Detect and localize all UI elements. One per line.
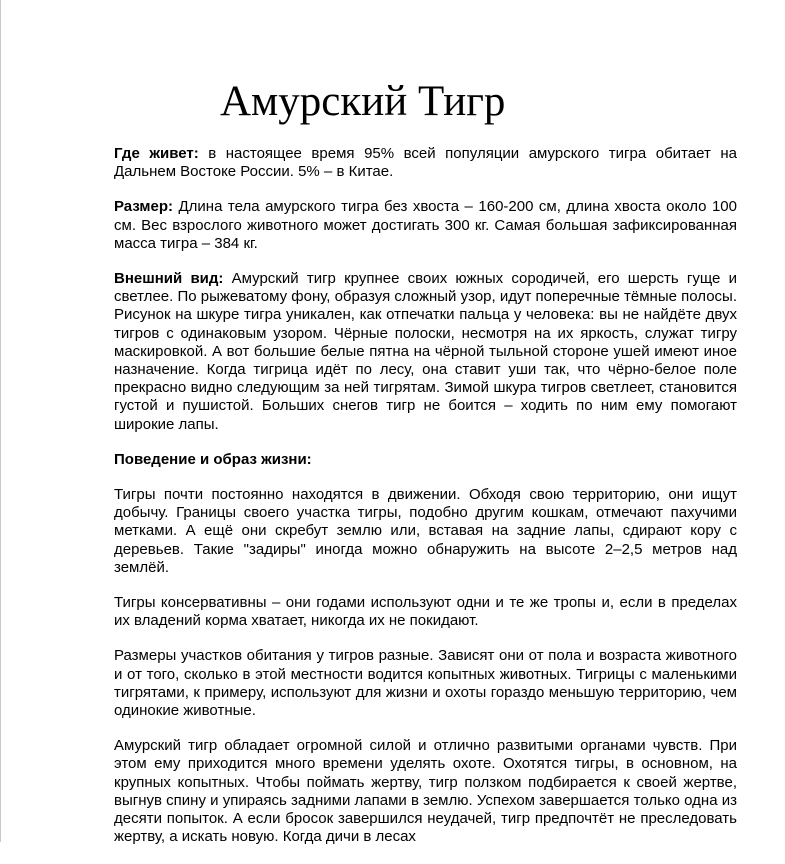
size-paragraph (114, 198, 737, 253)
size-text: Длина тела амурского тигра без хвоста – 160-200 см, длина хвоста около 100 см. Вес взрослого животного может достигать 300 кг. Самая большая зафиксированная масса тигра – 384 кг. (114, 198, 737, 252)
appearance-paragraph (114, 270, 737, 434)
behavior-paragraph-3: Размеры участков обитания у тигров разные. Зависят они от пола и возраста животного и от того, сколько в этой местности водится копытных животных. Тигрицы с маленькими тигрятами, к примеру, используют для жизни и охоты гораздо меньшую территорию, чем одинокие животные. (114, 647, 737, 720)
behavior-paragraph-1: Тигры почти постоянно находятся в движении. Обходя свою территорию, они ищут добычу. Границы своего участка тигры, подобно другим кошкам, отмечают пахучими метками. А ещё они скребут землю или, вставая на задние лапы, сдирают кору с деревьев. Такие "задиры" иногда можно обнаружить на высоте 2–2,5 метров над землёй. (114, 486, 737, 576)
page-left-edge (0, 0, 1, 842)
appearance-label: Внешний вид: (114, 270, 224, 288)
habitat-label: Где живет: (114, 145, 199, 162)
habitat-text: в настоящее время 95% всей популяции амурского тигра обитает на Дальнем Востоке России. 5% – в Китае. (114, 145, 737, 181)
habitat-paragraph (114, 145, 737, 181)
page-title: Амурский Тигр (220, 78, 506, 125)
behavior-paragraph-2: Тигры консервативны – они годами используют одни и те же тропы и, если в пределах их владений корма хватает, никогда их не покидают. (114, 594, 737, 630)
document-body (114, 145, 737, 864)
size-label: Размер: (114, 198, 174, 216)
behavior-heading: Поведение и образ жизни: (114, 450, 312, 468)
behavior-paragraph-4: Амурский тигр обладает огромной силой и отлично развитыми органами чувств. При этом ему приходится много времени уделять охоте. Охотятся тигры, в основном, на крупных копытных. Чтобы поймать жертву, тигр ползком подбирается к своей жертве, выгнув спину и упираясь задними лапами в землю. Успехом завершается только одна из десяти попыток. А если бросок завершился неудачей, тигр предпочтёт не преследовать жертву, а искать новую. Когда дичи в лесах (114, 737, 737, 846)
appearance-text: Амурский тигр крупнее своих южных сородичей, его шерсть гуще и светлее. По рыжеватому фону, образуя сложный узор, идут поперечные тёмные полосы. Рисунок на шкуре тигра уникален, как отпечатки пальца у человека: вы не найдёте двух тигров с одинаковым узором. Чёрные полоски, несмотря на их яркость, служат тигру маскировкой. А вот большие белые пятна на чёрной тыльной стороне ушей имеют иное назначение. Когда тигрица идёт по лесу, она ставит уши так, что чёрно-белое поле прекрасно видно следующим за ней тигрятам. Зимой шкура тигров светлеет, становится густой и пушистой. Больших снегов тигр не боится – ходить по ним ему помогают широкие лапы. (114, 270, 737, 433)
